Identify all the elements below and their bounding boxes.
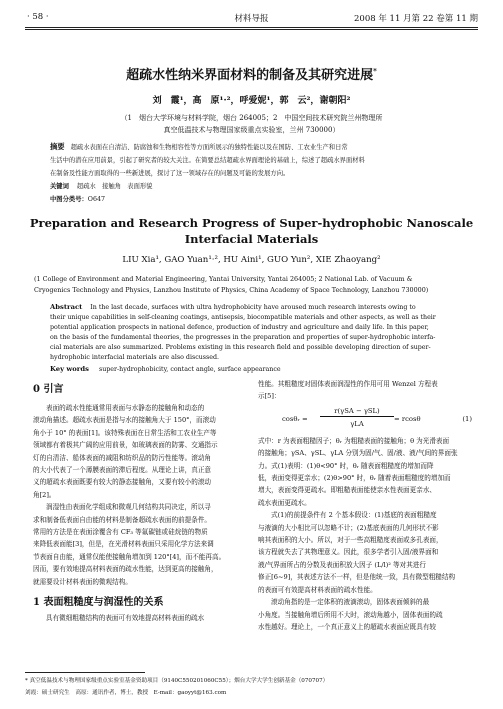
zh-title-text: 超疏水性纳米界面材料的制备及其研究进展 (126, 68, 374, 83)
equation-numerator: r(γSA − γSL) (320, 407, 394, 417)
en-abstract-line: hydrophobic interfacial materials are also discussed. (50, 354, 219, 361)
body-line: 疏水表面更疏水。 (258, 498, 311, 507)
header-rule (25, 27, 478, 28)
body-line: 润湿性由表面化学组成和微观几何结构共同决定，所以寻 (46, 503, 211, 512)
body-line: 示[5]： (258, 392, 281, 401)
zh-title (20, 64, 483, 83)
zh-affiliation-1: （1 烟台大学环境与材料学院，烟台 264005；2 中国空间技术研究院兰州物理所 (120, 114, 383, 122)
zh-abstract-line: 超疏水表面在自清洁、防腐蚀和生物相容性等方面所展示的独特性能以及在国防、工农业生产和日常 (70, 144, 348, 151)
page-number: · 58 · (27, 12, 49, 22)
right-column (258, 378, 478, 633)
zh-clc: O647 (87, 196, 105, 203)
zh-clc-label: 中图分类号： (50, 196, 88, 203)
body-line: 角[2]。 (33, 490, 56, 499)
body-line: 的表面可有效提高材料表面的疏水性能。 (258, 585, 377, 594)
zh-affiliation-2: 真空低温技术与物理国家级重点实验室，兰州 730000） (163, 126, 340, 134)
body-line: 因而，要有效地提高材料表面的疏水性能，达到更高的接触角， (33, 565, 218, 574)
en-abstract-label: Abstract (50, 303, 83, 311)
body-line: 常用的方法是在表面涂覆含有 CF₃ 等氟碳链或硅烷链的物质 (33, 528, 208, 537)
body-line: 力。式(1)表明：(1)θ<90° 时，θᵣ 随表面粗糙度的增加而降 (258, 461, 434, 470)
title-footnote-mark: * (373, 66, 377, 76)
footnote-funding: * 真空低温技术与物理国家级重点实验室基金资助项目（9140C550201060C55）；烟台大学大学生创新基金（070707） (25, 678, 329, 684)
equation-lhs: cosθᵣ = (282, 414, 308, 423)
body-line: 增大，表面变得更疏水。即粗糙表面能使亲水性表面更亲水、 (258, 486, 437, 495)
body-line: 节表面自由能，通常仅能使接触角增加到 120°[4]，而不能再高。 (33, 552, 226, 561)
body-line: 低，表面变得更亲水；(2)θ>90° 时，θᵣ 随着表面粗糙度的增加而 (258, 474, 451, 483)
equation-denominator: γLA (350, 419, 364, 428)
body-line: 的接触角；γSA、γSL、γLA 分别为固/气、固/液、液/气间的界面张 (258, 449, 458, 458)
body-line: 式(1)的前提条件有 2 个基本假设：(1)基底的表面粗糙度 (271, 511, 437, 520)
journal-name: 材料导报 (234, 14, 269, 24)
body-line: 的大小代表了一个薄膜表面的滞后程度。从理论上讲，真正意 (33, 466, 212, 475)
body-line: 义的超疏水表面既要有较大的静态接触角，又要有较小的滚动 (33, 478, 212, 487)
body-line: 滚动角指的是一定体积的液滴滚动，固体表面倾斜的最 (271, 598, 430, 607)
zh-authors: 刘 霞¹，高 原¹·²，呼爱妮¹，郭 云²，谢朝阳² (152, 96, 351, 106)
en-abstract-line: potential application prospects in national defence, production of industry and agriculture and daily life. In this paper, (50, 324, 429, 331)
body-line: 角小于 10° 的表面[1]。该特殊表面在日常生活和工农业生产等 (33, 428, 217, 437)
zh-abstract-label: 摘要 (50, 142, 65, 151)
zh-abstract-line: 在制备及性能方面取得的一些新进展，探讨了这一领域存在的问题及可能的发展方向。 (50, 170, 290, 177)
body-line: 具有微细粗糙结构的表面可有效地提高材料表面的疏水 (46, 614, 205, 623)
body-line: 该方程就失去了其物理意义。因此，很多学者引入固/液界面和 (258, 548, 439, 557)
en-abstract-line: cial materials are also summarized. Problems existing in this research field and possible developing direction of super- (50, 344, 431, 351)
body-line: 滚动角描述。超疏水表面是指与水的接触角大于 150°，而滚动 (33, 416, 216, 425)
body-line: 响其表面积的大小。所以，对于一些高粗糙度表面或多孔表面， (258, 536, 443, 545)
en-affiliation-1: (1 College of Environment and Material Engineering, Yantai University, Yantai 264005; 2 National Lab. of Vacuum & (34, 275, 413, 283)
section-1-title: 1 表面粗糙度与润湿性的关系 (33, 597, 164, 609)
en-abstract-line: their unique capabilities in self-cleaning coatings, antisepsis, biocompatible materials and other aspects, as well as their (50, 314, 436, 321)
wenzel-equation (258, 405, 478, 435)
zh-keywords-label: 关键词 (50, 183, 69, 190)
equation-rhs: = rcosθ (394, 414, 421, 423)
body-line: 修正[6~9]，其表述方法不一样，但是他统一致，具有微型粗糙结构 (258, 573, 456, 582)
body-line: 来降低表面能[3]，但是，在光滑材料表面只采用化学方法来调 (33, 540, 214, 549)
body-line: 与液滴的大小相比可以忽略不计；(2)基底表面的几何形状不影 (258, 523, 439, 532)
body-line: 性能。其粗糙度对固体表面润湿性的作用可用 Wenzel 方程表 (258, 380, 438, 388)
equation-number: (1) (462, 414, 472, 423)
en-abstract-line: In the last decade, surfaces with ultra hydrophobicity have aroused much research interests owing to (90, 304, 416, 311)
body-line: 求和制备低表面自由能的材料是制备超疏水表面的前提条件。 (33, 515, 212, 524)
en-keywords: super-hydrophobicity, contact angle, surface appearance (98, 366, 281, 373)
header-rule-thin (25, 29, 478, 30)
zh-keywords: 超疏水 接触角 表面形貌 (76, 183, 153, 190)
en-title-line-1: Preparation and Research Progress of Super-hydrophobic Nanoscale (29, 216, 474, 230)
en-abstract-line: on the basis of the fundamental theories, the progresses in the preparation and properties of super-hydrophobic interfa- (50, 334, 436, 341)
body-line: 灯的自清洁、船体表面的减阻和纺织品的防污性能等。滚动角 (33, 453, 212, 462)
body-line: 小角度。当接触角增后所用不大时，滚动角越小，固体表面的疏 (258, 610, 443, 619)
body-line: 液/气界面所占的分数及表面积放大因子 (L/l)² 等对其进行 (258, 560, 426, 569)
en-affiliation-2: Cryogenics Technology and Physics, Lanzhou Institute of Physics, China Academy of Space Technology, Lanzhou 730000) (34, 286, 429, 294)
body-line: 领域都有着极其广阔的应用前景，如玻璃表面的防雾、交通指示 (33, 441, 218, 450)
footnote-rule (25, 672, 145, 673)
zh-abstract (50, 140, 455, 206)
section-0-title: 0 引言 (33, 384, 64, 395)
left-column (33, 380, 248, 625)
body-line: 就需要设计材料表面的微观结构。 (33, 577, 132, 586)
en-abstract (50, 302, 460, 375)
body-line: 式中：r 为表面粗糙因子；θᵣ 为粗糙表面的接触角；θ 为光滑表面 (258, 436, 450, 445)
en-keywords-label: Key words (50, 365, 89, 373)
body-line: 表面的疏水性能通常用表面与水静态的接触角和动态的 (46, 404, 205, 412)
en-authors: LIU Xia¹, GAO Yuan¹·², HU Aini¹, GUO Yun², XIE Zhaoyang² (122, 255, 381, 265)
body-line: 水性越好。理论上，一个真正意义上的超疏水表面应既具有较 (258, 622, 437, 631)
en-title-line-2: Interfacial Materials (184, 232, 319, 246)
zh-abstract-line: 生活中的潜在应用前景，引起了研究者的较大关注。在简要总结超疏水界面理论的基础上，综述了超疏水界面材料 (50, 157, 365, 164)
issue-info: 2008 年 11 月第 22 卷第 11 期 (354, 14, 478, 24)
footnote-authors: 刘霞：硕士研究生 高原：通讯作者，博士，教授 E-mail：gaoyyt@163.com (25, 690, 227, 696)
